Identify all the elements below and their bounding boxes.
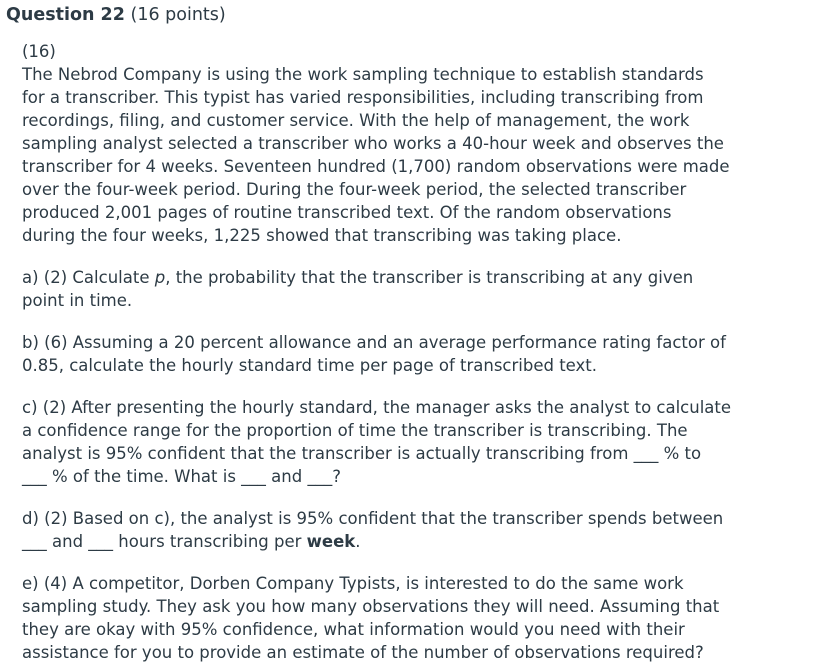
intro-line: The Nebrod Company is using the work sampling technique to establish standards bbox=[22, 65, 704, 84]
intro-line: during the four weeks, 1,225 showed that transcribing was taking place. bbox=[22, 226, 622, 245]
intro-line: sampling analyst selected a transcriber who works a 40-hour week and observes the bbox=[22, 134, 724, 153]
part-a-text: , the probability that the transcriber is transcribing at any given bbox=[165, 268, 694, 287]
part-d-line: d) (2) Based on c), the analyst is 95% confident that the transcriber spends between bbox=[22, 509, 724, 528]
intro-line: recordings, filing, and customer service. With the help of management, the work bbox=[22, 111, 690, 130]
part-e-line: assistance for you to provide an estimate of the number of observations required? bbox=[22, 643, 704, 662]
intro-line: over the four-week period. During the four-week period, the selected transcriber bbox=[22, 180, 687, 199]
part-c bbox=[22, 396, 822, 488]
part-d-text: . bbox=[355, 532, 361, 551]
part-a-text: a) (2) Calculate bbox=[22, 268, 155, 287]
part-c-line: c) (2) After presenting the hourly standard, the manager asks the analyst to calculate bbox=[22, 398, 732, 417]
intro-line: for a transcriber. This typist has varied responsibilities, including transcribing from bbox=[22, 88, 704, 107]
part-c-line: analyst is 95% confident that the transcriber is actually transcribing from ___ % to bbox=[22, 444, 702, 463]
part-d-emphasis: week bbox=[306, 532, 356, 551]
part-c-line: a confidence range for the proportion of time the transcriber is transcribing. The bbox=[22, 421, 688, 440]
part-b-line: 0.85, calculate the hourly standard time per page of transcribed text. bbox=[22, 356, 598, 375]
part-e-line: e) (4) A competitor, Dorben Company Typists, is interested to do the same work bbox=[22, 574, 684, 593]
part-d-line bbox=[22, 530, 822, 553]
intro-paragraph bbox=[22, 63, 822, 247]
part-e-line: they are okay with 95% confidence, what information would you need with their bbox=[22, 620, 685, 639]
part-a bbox=[22, 266, 822, 312]
intro-line: produced 2,001 pages of routine transcribed text. Of the random observations bbox=[22, 203, 672, 222]
part-b bbox=[22, 331, 822, 377]
question-header bbox=[6, 3, 226, 27]
part-d-text: ___ and ___ hours transcribing per bbox=[22, 532, 307, 551]
part-a-variable: p bbox=[154, 268, 166, 287]
part-a-line bbox=[22, 266, 822, 289]
part-c-line: ___ % of the time. What is ___ and ___? bbox=[22, 467, 341, 486]
question-title: Question 22 bbox=[6, 5, 125, 25]
part-b-line: b) (6) Assuming a 20 percent allowance and an average performance rating factor of bbox=[22, 333, 726, 352]
part-a-line: point in time. bbox=[22, 291, 133, 310]
part-d bbox=[22, 507, 822, 553]
question-label: (16) bbox=[22, 42, 56, 61]
question-points: (16 points) bbox=[130, 5, 226, 25]
intro-line: transcriber for 4 weeks. Seventeen hundred (1,700) random observations were made bbox=[22, 157, 730, 176]
part-e-line: sampling study. They ask you how many observations they will need. Assuming that bbox=[22, 597, 720, 616]
part-e bbox=[22, 572, 822, 664]
question-content bbox=[22, 40, 822, 664]
